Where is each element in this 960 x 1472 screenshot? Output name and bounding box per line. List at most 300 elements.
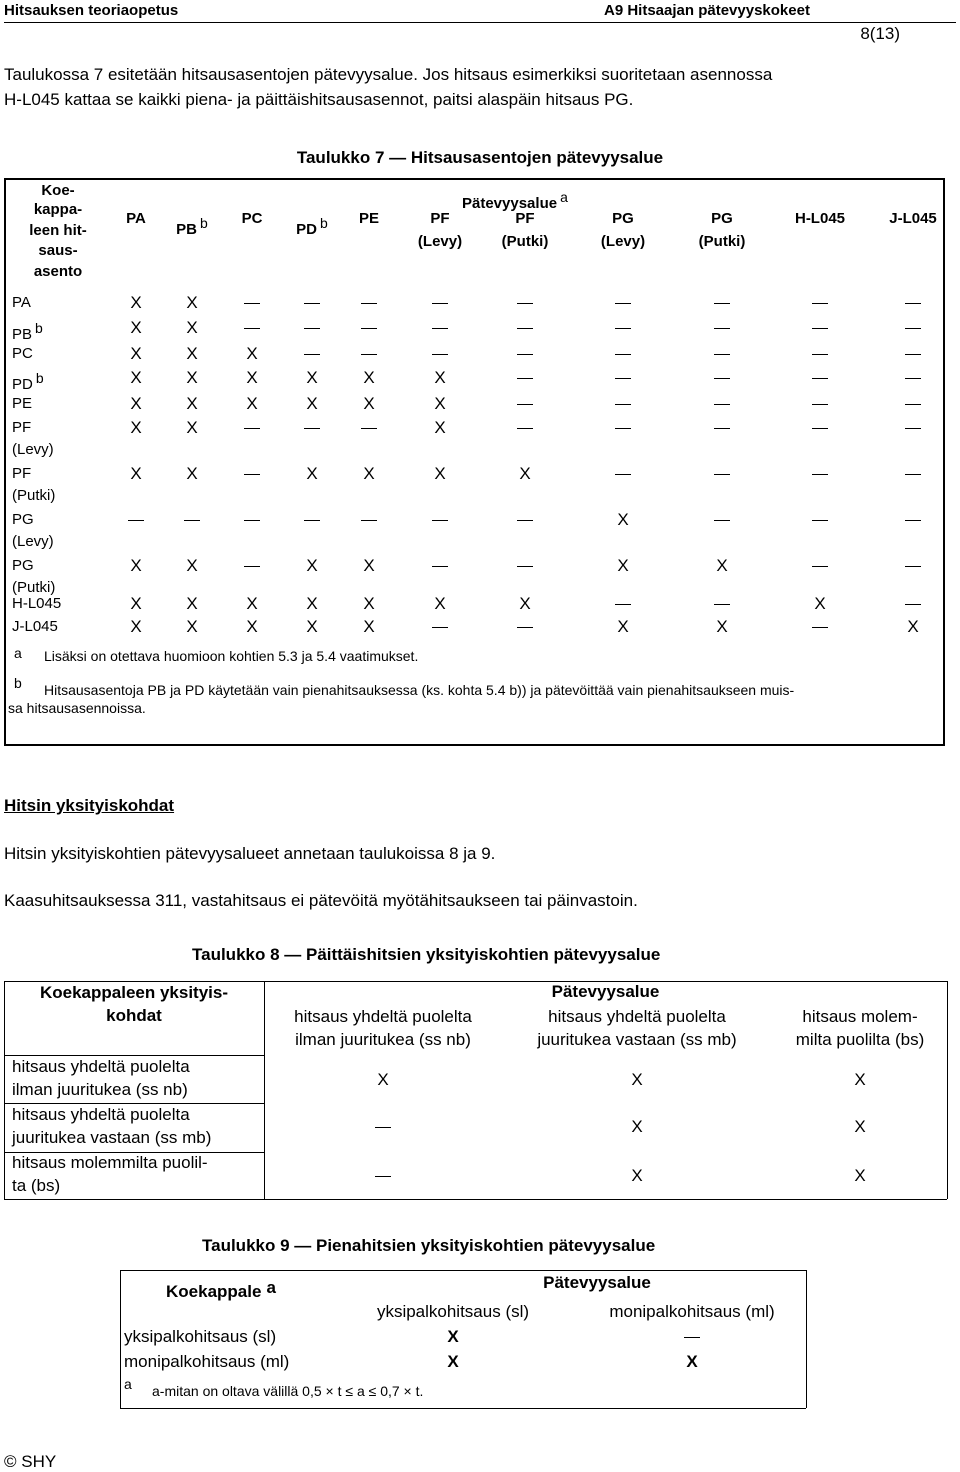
table7-cell-mark-dash [812,328,828,329]
table7-cell-mark [519,464,530,483]
table7-cell-mark-dash [517,328,533,329]
table7-cell [603,594,643,614]
table7-cell [603,556,643,576]
table7-cell [349,464,389,484]
table7-cell [603,617,643,637]
table7-cell-mark [186,617,197,636]
table7-cell-mark-dash [714,328,730,329]
table7-cell-mark-value: X [246,344,258,363]
table7-cell-mark [186,293,197,312]
table7-column-label: PF [515,210,535,227]
table7-cell [505,394,545,414]
table9-column-header: monipalkohitsaus (ml) [609,1302,775,1321]
table7-cell-mark [306,594,317,613]
table7-cell [232,368,272,388]
table7-row-label-text: J-L045 [12,618,58,635]
table7-cell-mark [244,510,260,529]
table9-corner-label: Koekappale [166,1282,262,1301]
table7-column-label: PC [241,210,263,227]
table7-cell-mark [714,510,730,529]
table7-cell [116,464,156,484]
table7-cell [505,318,545,338]
table7-cell [292,510,332,530]
table7-cell-mark-value: X [246,617,258,636]
table7-cell [116,318,156,338]
table7-cell [116,394,156,414]
table7-cell-mark [304,293,320,312]
table9-cell-mark-value: X [447,1327,459,1346]
table9-column-header: yksipalkohitsaus (sl) [376,1302,530,1321]
table7-cell [172,418,212,438]
table8-cell-mark-value: X [631,1070,643,1089]
table7-cell-mark-dash [432,627,448,628]
table7-cell-mark-value: X [186,594,198,613]
table7-cell-mark [615,344,631,363]
table7-cell [800,556,840,576]
table9-cell-mark-value: X [447,1352,459,1371]
table7-cell-mark-value: X [130,293,142,312]
table7-cell [116,368,156,388]
table7-column-sublabel: (Levy) [417,233,463,250]
table7-cell [893,293,933,313]
table7-cell-mark [714,344,730,363]
table7-cell-mark [615,418,631,437]
table7-cell-mark [617,556,628,575]
table7-cell-mark-dash [812,566,828,567]
table7-cell-mark [304,318,320,337]
table9-cell [672,1327,712,1347]
table7-cell [349,293,389,313]
table7-cell-mark-value: X [186,368,198,387]
table7-cell [702,368,742,388]
table7-row-label-sup: b [35,370,44,386]
table7-row-label-text: PC [12,345,33,362]
table7-cell-mark-dash [812,404,828,405]
table7-range-header-sup: a [560,189,568,205]
table7-cell-mark [363,394,374,413]
table7-cell-mark-dash [714,404,730,405]
table7-column-label: H-L045 [794,210,846,227]
table7-cell [232,464,272,484]
table7-cell-mark [517,510,533,529]
table7-cell-mark-value: X [617,556,629,575]
table7-cell-mark-dash [615,328,631,329]
table9-cell-mark [447,1352,458,1371]
table7-row-label-sup: b [35,320,43,336]
table7-cell [349,510,389,530]
table7-cell [603,344,643,364]
table7-cell [603,293,643,313]
table7-cell [420,368,460,388]
table7-cell-mark-dash [432,328,448,329]
table7-cell [420,464,460,484]
table7-cell [232,556,272,576]
table7-cell-mark [186,418,197,437]
table7-cell [292,318,332,338]
table7-cell [603,318,643,338]
table7-cell [893,594,933,614]
table9-range-header: Pätevyysalue [543,1273,651,1292]
table9-cell [433,1352,473,1372]
table7-cell-mark-value: X [186,293,198,312]
table7-cell [603,368,643,388]
table9-cell [672,1352,712,1372]
table7-cell [505,617,545,637]
table7-cell-mark-dash [184,520,200,521]
table7-cell-mark-value: X [434,418,446,437]
table7-cell [800,464,840,484]
table7-cell-mark-value: X [306,464,318,483]
table7-cell [232,344,272,364]
table7-column-label: J-L045 [889,210,937,227]
table8-cell-mark [631,1166,642,1185]
table7-cell-mark [130,293,141,312]
table7-cell-mark [714,368,730,387]
intro-line-2: H-L045 kattaa se kaikki piena- ja päittäishitsausasennot, paitsi alaspäin hitsaus PG. [4,90,634,109]
table7-cell-mark [130,464,141,483]
table7-cell [292,464,332,484]
table7-cell-mark [517,418,533,437]
table7-cell-mark [361,418,377,437]
table7-cell-mark [812,556,828,575]
table7-cell-mark [130,617,141,636]
table7-cell [292,594,332,614]
table7-cell-mark-dash [714,354,730,355]
table7-cell [800,394,840,414]
table7-cell [116,617,156,637]
table7-cell-mark [130,318,141,337]
table8-cell-mark-value: X [854,1070,866,1089]
table7-row-label [12,368,44,395]
table7-cell-mark [434,464,445,483]
table7-row-label [12,556,34,576]
table7-cell-mark [905,368,921,387]
table8-cell [617,1117,657,1137]
table7-cell-mark-dash [244,566,260,567]
table7-cell-mark [432,344,448,363]
table7-cell-mark [517,617,533,636]
table7-column-label: PF [430,210,450,227]
table7-cell-mark [184,510,200,529]
table7-cell-mark [617,510,628,529]
table7-cell-mark-dash [304,354,320,355]
table7-cell [420,318,460,338]
table7-column-sublabel: (Putki) [698,233,746,250]
table7-cell-mark [812,617,828,636]
table7-cell-mark-dash [517,566,533,567]
table7-cell-mark [615,368,631,387]
table7-cell-mark-value: X [363,394,375,413]
table7-row-label [12,594,61,614]
table7-cell [232,394,272,414]
table7-cell [116,510,156,530]
table8-cell [617,1166,657,1186]
table7-cell-mark [361,344,377,363]
table7-cell [420,510,460,530]
header-right: A9 Hitsaajan pätevyyskokeet [604,2,810,19]
table7-cell-mark [714,464,730,483]
table7-cell-mark-value: X [363,556,375,575]
table7-row-sublabel: (Levy) [12,441,54,458]
table8-cell-mark [854,1166,865,1185]
table8-cell-mark-dash [375,1127,391,1128]
table7-cell-mark-value: X [130,617,142,636]
table7-cell-mark-dash [615,378,631,379]
table7-cell-mark [304,344,320,363]
table7-cell [420,394,460,414]
table7-cell-mark [306,464,317,483]
table7-cell-mark [905,464,921,483]
table7-cell-mark-dash [361,428,377,429]
table7-cell-mark-value: X [617,617,629,636]
table7-cell [800,344,840,364]
table7-cell-mark-dash [714,520,730,521]
table7-cell-mark-value: X [363,464,375,483]
table9-cell-mark [686,1352,697,1371]
table7-cell-mark [434,594,445,613]
table9-cell-mark-dash [684,1337,700,1338]
table7-cell [349,394,389,414]
table7-column-header [863,210,960,227]
table7-cell-mark-value: X [130,594,142,613]
table7-cell [172,368,212,388]
table7-cell-mark-dash [714,378,730,379]
intro-line-1: Taulukossa 7 esitetään hitsausasentojen pätevyysalue. Jos hitsaus esimerkiksi suoritetaan asennossa [4,65,773,84]
table7-cell-mark-value: X [246,594,258,613]
table7-cell-mark [246,617,257,636]
table7-cell-mark [130,344,141,363]
table7-cell [172,293,212,313]
table7-footnote-a-mark: a [14,645,22,661]
table7-cell [172,617,212,637]
table7-cell-mark-dash [304,328,320,329]
table7-cell [505,556,545,576]
table7-cell-mark-value: X [186,318,198,337]
table7-row-label-text: PB [12,326,33,343]
table7-cell [505,368,545,388]
table7-cell-mark [716,556,727,575]
table8-row-label-line: juuritukea vastaan (ss mb) [12,1128,212,1147]
table7-column-header [573,210,673,227]
table7-cell-mark-dash [361,354,377,355]
table7-row-label [12,293,31,313]
table7-cell-mark [434,368,445,387]
table7-cell-mark-dash [812,474,828,475]
table8-cell-mark-value: X [377,1070,389,1089]
table9-border-left [120,1270,121,1408]
table7-cell-mark-dash [615,474,631,475]
table7-cell-mark-value: X [246,368,258,387]
table7-row-sublabel: (Levy) [12,533,54,550]
table7-cell [172,394,212,414]
table7-column-label: PE [358,210,379,227]
table7-cell [702,344,742,364]
table7-cell [893,617,933,637]
table8-row-line-2 [4,1103,264,1104]
table7-cell [292,418,332,438]
table7-cell-mark-value: X [363,368,375,387]
table7-cell [420,556,460,576]
table7-cell-mark-value: X [617,510,629,529]
table7-column-sublabel: (Levy) [600,233,646,250]
table7-cell-mark [244,318,260,337]
table7-cell-mark-dash [517,404,533,405]
table9-border-top [120,1270,806,1271]
table7-cell [232,418,272,438]
table9-row-label: monipalkohitsaus (ml) [124,1352,290,1371]
table8-cell [840,1117,880,1137]
table9-cell-mark [684,1327,700,1346]
section-heading: Hitsin yksityiskohdat [4,796,175,815]
table7-cell [172,344,212,364]
table7-cell [800,617,840,637]
table7-column-header [475,210,575,227]
table9-cell-mark-value: X [686,1352,698,1371]
table7-cell-mark-dash [714,428,730,429]
table7-column-sup: b [200,215,208,231]
table7-cell-mark [905,344,921,363]
table7-row-sublabel: (Putki) [12,579,56,596]
table7-cell-mark [130,418,141,437]
table7-cell-mark [905,418,921,437]
table7-cell-mark [434,418,445,437]
table7-cell-mark-dash [905,566,921,567]
table8-column-header-line: ilman juuritukea (ss nb) [295,1030,471,1049]
table7-cell [702,418,742,438]
table9-border-right [806,1270,807,1408]
table7-cell-mark-dash [361,303,377,304]
table7-cell-mark [130,368,141,387]
table7-cell [702,464,742,484]
table7-cell-mark-dash [517,303,533,304]
table7-cell [603,418,643,438]
table7-cell-mark-dash [244,303,260,304]
table7-cell-mark [905,594,921,613]
table7-cell [505,344,545,364]
table7-cell-mark [246,368,257,387]
table7-cell-mark-value: X [186,617,198,636]
table7-cell [232,318,272,338]
table7-cell-mark-dash [615,354,631,355]
table7-cell [232,293,272,313]
table7-cell-mark-dash [615,303,631,304]
table7-cell [292,344,332,364]
table7-cell-mark-dash [244,474,260,475]
table7-cell-mark [363,556,374,575]
table7-cell [116,344,156,364]
table7-cell-mark-dash [432,566,448,567]
table7-cell-mark [812,464,828,483]
table7-cell-mark-value: X [363,617,375,636]
table7-cell-mark [128,510,144,529]
table7-cell-mark-dash [714,474,730,475]
table7-cell-mark [814,594,825,613]
table8-cell [840,1070,880,1090]
table9-cell [433,1327,473,1347]
table7-cell [800,510,840,530]
table7-cell-mark-dash [615,428,631,429]
table7-row-label-text: PF [12,419,32,436]
table8-corner-line: Koekappaleen yksityis- [39,983,229,1002]
table9-footnote: a-mitan on oltava välillä 0,5 × t ≤ a ≤ 0,7 × t. [152,1383,424,1399]
table7-cell [505,293,545,313]
table7-cell-mark-dash [615,404,631,405]
table9-corner-sup: a [266,1278,276,1297]
table7-cell-mark [432,556,448,575]
table7-corner-line: kappa- [33,201,83,218]
table7-cell-mark [304,510,320,529]
table8-cell [363,1166,403,1186]
table7-cell-mark [519,594,530,613]
table7-footnote-a: Lisäksi on otettava huomioon kohtien 5.3 ja 5.4 vaatimukset. [44,648,419,664]
table7-cell-mark-value: X [130,318,142,337]
table8-range-header: Pätevyysalue [551,982,660,1001]
table8-corner-line: kohdat [106,1006,162,1025]
table7-cell-mark [363,617,374,636]
table7-cell [420,418,460,438]
table7-cell-mark-value: X [434,464,446,483]
table7-cell-mark-dash [432,303,448,304]
table8-column-header-line: hitsaus yhdeltä puolelta [548,1007,726,1026]
table7-cell-mark [186,556,197,575]
table7-cell-mark [186,394,197,413]
table7-cell-mark-value: X [519,464,531,483]
table7-cell [603,510,643,530]
table7-cell-mark-dash [812,303,828,304]
table7-cell [420,594,460,614]
table7-cell-mark [615,318,631,337]
table7-row-label-text: PA [12,294,31,311]
table7-footnote-b-line-2: sa hitsausasennoissa. [8,700,146,716]
table7-cell-mark [186,464,197,483]
table7-cell [420,344,460,364]
table7-cell-mark-dash [517,378,533,379]
table7-cell [116,594,156,614]
table7-cell [702,510,742,530]
table7-cell [172,556,212,576]
table8-cell-mark-value: X [854,1117,866,1136]
table8-row-label-line: hitsaus yhdeltä puolelta [12,1105,190,1124]
table7-row-label [12,617,58,637]
table7-cell [893,556,933,576]
table7-range-header-label: Pätevyysalue [462,195,558,212]
table7-cell-mark [615,464,631,483]
table7-cell [702,394,742,414]
table7-cell-mark-dash [304,428,320,429]
table7-cell-mark [517,394,533,413]
table8-cell-mark-value: X [631,1166,643,1185]
table7-row-label-text: PE [12,395,33,412]
footer-copyright: © SHY [4,1452,57,1471]
table7-cell-mark-dash [905,520,921,521]
table7-corner-line: Koe- [41,182,75,199]
table7-cell-mark [615,594,631,613]
table8-cell-mark [631,1070,642,1089]
table7-cell [292,293,332,313]
table7-cell [232,594,272,614]
table8-column-header-line: milta puolilta (bs) [795,1030,925,1049]
table7-cell-mark-dash [812,354,828,355]
table7-cell-mark [517,318,533,337]
table8-cell-mark-value: X [631,1117,643,1136]
table7-cell-mark [517,344,533,363]
table8-column-header-line: hitsaus molem- [802,1007,918,1026]
table7-cell-mark [905,394,921,413]
table7-cell-mark [714,318,730,337]
table7-cell [893,318,933,338]
table7-cell-mark [617,617,628,636]
table7-cell-mark [306,617,317,636]
